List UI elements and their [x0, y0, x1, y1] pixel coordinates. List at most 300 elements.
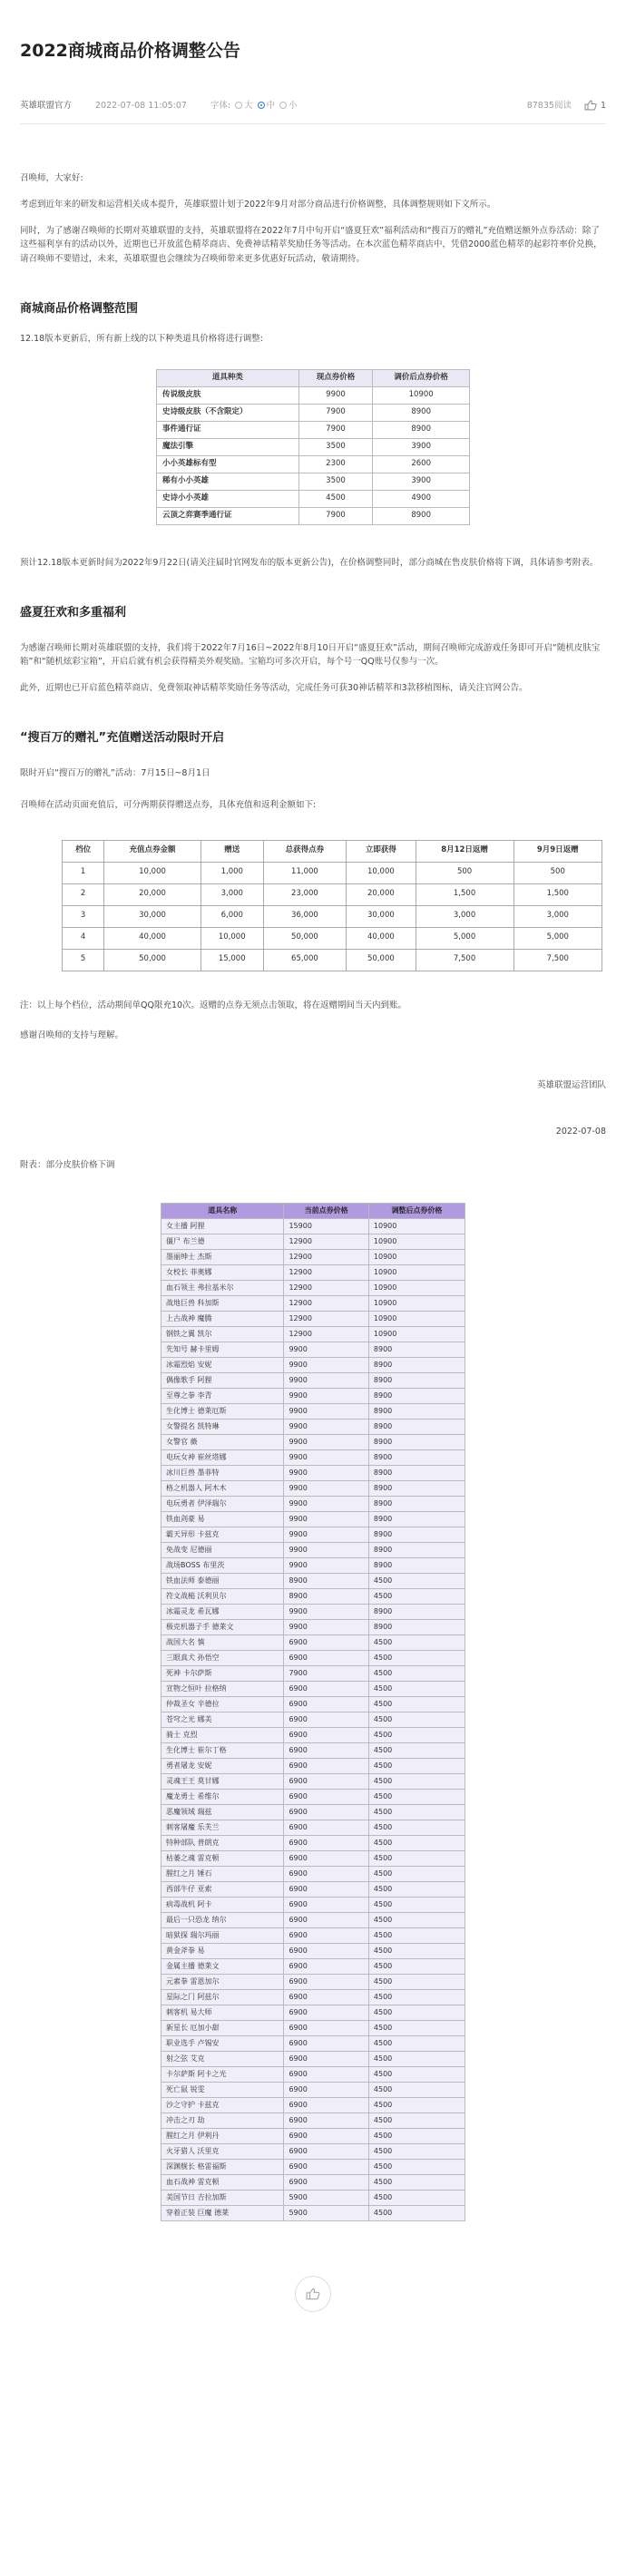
table-cell: 6900: [284, 1928, 368, 1944]
table-cell: 50,000: [104, 949, 201, 971]
table-cell: 刺客屠魔 乐芙兰: [161, 1820, 284, 1836]
table-cell: 2600: [373, 455, 470, 473]
table-row: [63, 927, 602, 949]
table-cell: 10900: [368, 1296, 465, 1312]
table-cell: 铁血法师 泰德丽: [161, 1574, 284, 1589]
table-cell: 苍穹之光 娜美: [161, 1712, 284, 1728]
table-row: [161, 1296, 465, 1312]
table-row: [161, 1666, 465, 1682]
table-cell: 6900: [284, 1959, 368, 1975]
table-cell: 8900: [368, 1605, 465, 1620]
thumb-up-icon: [306, 2288, 320, 2300]
table-cell: 刺客机 易大师: [161, 2005, 284, 2021]
table-cell: 10900: [368, 1250, 465, 1265]
table-header-cell: 8月12日返赠: [416, 840, 514, 862]
table-cell: 宣物之恒叶 拉格纳: [161, 1682, 284, 1697]
article-meta: [20, 99, 606, 124]
table-row: [161, 1327, 465, 1342]
table-cell: 最后一只恐龙 纳尔: [161, 1913, 284, 1928]
table-cell: 15,000: [201, 949, 263, 971]
greeting: 召唤师，大家好:: [20, 172, 83, 183]
table-row: [157, 421, 470, 438]
table-row: [157, 490, 470, 507]
table-cell: 电玩勇者 伊泽瑞尔: [161, 1497, 284, 1512]
table-cell: 4500: [368, 2067, 465, 2083]
paragraph: 限时开启“搜百万的赠礼”活动：7月15日~8月1日: [20, 768, 210, 779]
table-cell: 4500: [368, 2191, 465, 2206]
table-cell: 仲裁圣女 辛德拉: [161, 1697, 284, 1712]
table-cell: 墨丽绅士 杰斯: [161, 1250, 284, 1265]
font-size-label: 字体:: [210, 100, 231, 111]
table-cell: 8900: [368, 1373, 465, 1389]
table-cell: 4500: [368, 1589, 465, 1605]
table-cell: 3900: [373, 473, 470, 490]
table-row: [161, 1620, 465, 1635]
table-cell: 8900: [368, 1435, 465, 1450]
table-row: [161, 2191, 465, 2206]
table-cell: 电玩女神 崔丝塔娜: [161, 1450, 284, 1466]
table-row: [157, 473, 470, 490]
table-cell: 12900: [284, 1327, 368, 1342]
table-cell: 霸天异形 卡兹克: [161, 1527, 284, 1543]
table-cell: 6900: [284, 1867, 368, 1882]
table-cell: 6900: [284, 2005, 368, 2021]
table-cell: 12900: [284, 1281, 368, 1296]
table-cell: 8900: [368, 1481, 465, 1497]
table-cell: 4500: [368, 1743, 465, 1759]
table-cell: 6900: [284, 1635, 368, 1651]
table-cell: 8900: [368, 1497, 465, 1512]
paragraph: 感谢召唤师的支持与理解。: [20, 1029, 124, 1040]
table-cell: 职业选手 卢锡安: [161, 2036, 284, 2052]
table-row: [161, 1682, 465, 1697]
table-cell: 6,000: [201, 905, 263, 927]
table-cell: 极克机器子手 德莱文: [161, 1620, 284, 1635]
table-cell: 4500: [368, 1682, 465, 1697]
table-row: [161, 1605, 465, 1620]
table-cell: 9900: [284, 1404, 368, 1420]
table-header-cell: 现点券价格: [298, 369, 373, 386]
table-row: [63, 905, 602, 927]
table-cell: 4500: [368, 1820, 465, 1836]
table-cell: 8900: [368, 1543, 465, 1558]
table-cell: 7900: [298, 404, 373, 421]
table-row: [161, 1466, 465, 1481]
table-cell: 战场BOSS 布里茨: [161, 1558, 284, 1574]
table-cell: 6900: [284, 2129, 368, 2144]
table-row: [161, 1543, 465, 1558]
table-row: [161, 1728, 465, 1743]
table-cell: 8900: [368, 1342, 465, 1358]
table-cell: 30,000: [347, 905, 416, 927]
section-heading: “搜百万的赠礼”充值赠送活动限时开启: [20, 731, 225, 746]
table-cell: 6900: [284, 2175, 368, 2191]
table-cell: 4: [63, 927, 104, 949]
table-cell: 9900: [284, 1527, 368, 1543]
table-row: [161, 1281, 465, 1296]
table-cell: 符文战槌 沃利贝尔: [161, 1589, 284, 1605]
table-cell: 4500: [368, 1712, 465, 1728]
table-cell: 4500: [368, 1975, 465, 1990]
table-cell: 500: [514, 862, 602, 883]
table-cell: 8900: [373, 421, 470, 438]
table-cell: 三眼真犬 孙悟空: [161, 1651, 284, 1666]
table-cell: 金属主播 德莱文: [161, 1959, 284, 1975]
table-cell: 3500: [298, 438, 373, 455]
table-cell: 1,500: [514, 883, 602, 905]
table-cell: 4500: [368, 2005, 465, 2021]
table-cell: 枯萎之魂 雷克顿: [161, 1851, 284, 1867]
table-header-cell: 总获得点券: [263, 840, 347, 862]
table-cell: 6900: [284, 1651, 368, 1666]
font-size-selector: [210, 99, 298, 112]
table-cell: 8900: [373, 404, 470, 421]
table-row: [157, 507, 470, 524]
footer-like-button[interactable]: [295, 2276, 331, 2312]
table-row: [161, 1851, 465, 1867]
table-cell: 12900: [284, 1250, 368, 1265]
table-cell: 冲击之刃 劫: [161, 2113, 284, 2129]
signature: 英雄联盟运营团队: [536, 1079, 606, 1090]
table-header-cell: 9月9日返赠: [514, 840, 602, 862]
table-cell: 4500: [368, 1898, 465, 1913]
table-cell: 灵魂王王 莫甘娜: [161, 1774, 284, 1790]
table-cell: 8900: [368, 1527, 465, 1543]
table-cell: 黄金斧拳 易: [161, 1944, 284, 1959]
table-cell: 女警官 薇: [161, 1435, 284, 1450]
table-row: [161, 1312, 465, 1327]
table-cell: 女校长 菲奥娜: [161, 1265, 284, 1281]
article-title: 2022商城商品价格调整公告: [20, 41, 240, 61]
view-count: 87835阅读: [526, 100, 572, 111]
table-cell: 4500: [368, 1913, 465, 1928]
table-row: [161, 1420, 465, 1435]
table-cell: 7900: [298, 421, 373, 438]
table-row: [161, 1790, 465, 1805]
table-cell: 40,000: [104, 927, 201, 949]
table-cell: 9900: [284, 1543, 368, 1558]
author-name[interactable]: 英雄联盟官方: [20, 100, 73, 111]
table-cell: 9900: [284, 1605, 368, 1620]
table-row: [161, 1959, 465, 1975]
table-cell: 冰霜烈焰 安妮: [161, 1358, 284, 1373]
table-row: [161, 1805, 465, 1820]
table-row: [161, 2175, 465, 2191]
table-cell: 10,000: [347, 862, 416, 883]
table-cell: 5,000: [514, 927, 602, 949]
table-cell: 8900: [368, 1404, 465, 1420]
table-cell: 6900: [284, 2113, 368, 2129]
table-header-cell: 充值点券金额: [104, 840, 201, 862]
table-cell: 死亡鼠 锐雯: [161, 2083, 284, 2098]
table-cell: 10900: [368, 1327, 465, 1342]
table-row: [161, 2083, 465, 2098]
table-cell: 射之弦 艾克: [161, 2052, 284, 2067]
table-row: [161, 1882, 465, 1898]
table-cell: 特种部队 普朗克: [161, 1836, 284, 1851]
table-cell: 12900: [284, 1296, 368, 1312]
table-row: [161, 1574, 465, 1589]
table-cell: 10900: [368, 1265, 465, 1281]
table-cell: 9900: [284, 1466, 368, 1481]
table-cell: 腥红之月 锤石: [161, 1867, 284, 1882]
table-cell: 死神 卡尔萨斯: [161, 1666, 284, 1682]
table-cell: 史诗小小英雄: [157, 490, 299, 507]
table-cell: 免战变 尼德丽: [161, 1543, 284, 1558]
table-cell: 至尊之拳 李青: [161, 1389, 284, 1404]
table-cell: 恶魔领域 瑞兹: [161, 1805, 284, 1820]
table-cell: 云顶之弈赛季通行证: [157, 507, 299, 524]
table-row: [161, 1774, 465, 1790]
font-size-option-large[interactable]: 大: [235, 99, 253, 112]
table-cell: 6900: [284, 1774, 368, 1790]
table-cell: 10,000: [104, 862, 201, 883]
table-cell: 3500: [298, 473, 373, 490]
table-cell: 6900: [284, 1898, 368, 1913]
table-cell: 8900: [368, 1620, 465, 1635]
table-row: [157, 386, 470, 404]
table-cell: 病毒战机 阿卡: [161, 1898, 284, 1913]
table-cell: 500: [416, 862, 514, 883]
table-cell: 1: [63, 862, 104, 883]
table-header-cell: 调价后点券价格: [373, 369, 470, 386]
table-row: [161, 1481, 465, 1497]
table-cell: 4500: [368, 1959, 465, 1975]
table-row: [63, 883, 602, 905]
table-cell: 4500: [368, 1805, 465, 1820]
table-row: [161, 1527, 465, 1543]
table-cell: 30,000: [104, 905, 201, 927]
table-cell: 6900: [284, 2052, 368, 2067]
table-cell: 冰霜灵龙 希瓦娜: [161, 1605, 284, 1620]
table-cell: 6900: [284, 1820, 368, 1836]
table-cell: 僵尸 布兰德: [161, 1234, 284, 1250]
table-cell: 元素拳 雷恩加尔: [161, 1975, 284, 1990]
price-adjust-table: [156, 369, 470, 525]
table-row: [161, 1589, 465, 1605]
table-cell: 10900: [368, 1234, 465, 1250]
table-cell: 3: [63, 905, 104, 927]
table-row: [161, 2113, 465, 2129]
table-cell: 9900: [284, 1620, 368, 1635]
table-cell: 4500: [368, 1836, 465, 1851]
table-row: [161, 1651, 465, 1666]
table-row: [161, 1373, 465, 1389]
like-button[interactable]: [584, 99, 606, 112]
table-cell: 6900: [284, 1712, 368, 1728]
table-cell: 20,000: [104, 883, 201, 905]
table-cell: 3,000: [201, 883, 263, 905]
table-cell: 4500: [368, 1759, 465, 1774]
table-row: [161, 2067, 465, 2083]
table-cell: 4500: [368, 1990, 465, 2005]
table-cell: 6900: [284, 1743, 368, 1759]
table-cell: 先知号 赫卡里姆: [161, 1342, 284, 1358]
table-cell: 魔法引擎: [157, 438, 299, 455]
table-row: [161, 2129, 465, 2144]
table-cell: 新星长 厄加小甜: [161, 2021, 284, 2036]
table-row: [161, 1342, 465, 1358]
table-cell: 3,000: [416, 905, 514, 927]
table-cell: 9900: [284, 1342, 368, 1358]
table-cell: 女主播 阿狸: [161, 1219, 284, 1234]
table-cell: 6900: [284, 1790, 368, 1805]
skin-price-table: [161, 1203, 465, 2221]
table-row: [161, 1867, 465, 1882]
table-cell: 6900: [284, 2144, 368, 2160]
table-header-cell: 立即获得: [347, 840, 416, 862]
table-cell: 史诗级皮肤（不含限定）: [157, 404, 299, 421]
table-cell: 稀有小小英雄: [157, 473, 299, 490]
table-row: [161, 1635, 465, 1651]
table-cell: 9900: [284, 1420, 368, 1435]
table-cell: 4500: [298, 490, 373, 507]
table-header-cell: 道具名称: [161, 1204, 284, 1219]
thumb-up-icon: [584, 100, 597, 111]
table-cell: 10900: [368, 1312, 465, 1327]
table-row: [63, 949, 602, 971]
table-cell: 6900: [284, 2021, 368, 2036]
table-cell: 血石战神 雷克顿: [161, 2175, 284, 2191]
table-cell: 4500: [368, 1574, 465, 1589]
table-row: [161, 2144, 465, 2160]
radio-icon: [279, 102, 287, 109]
table-cell: 血石领主 弗拉基米尔: [161, 1281, 284, 1296]
signature-date: 2022-07-08: [555, 1127, 606, 1137]
paragraph: 考虑到近年来的研发和运营相关成本提升，英雄联盟计划于2022年9月对部分商品进行价格调整，具体调整规则如下文所示。: [20, 200, 496, 210]
table-row: [161, 1743, 465, 1759]
table-cell: 4500: [368, 1851, 465, 1867]
table-cell: 4500: [368, 1728, 465, 1743]
paragraph: 预计12.18版本更新时间为2022年9月22日(请关注届时官网发布的版本更新公告)，在价格调整同时，部分商城在售皮肤价格将下调，具体请参考附表。: [20, 557, 599, 568]
table-cell: 6900: [284, 1882, 368, 1898]
table-cell: 8900: [368, 1450, 465, 1466]
table-cell: 6900: [284, 1944, 368, 1959]
table-cell: 12900: [284, 1265, 368, 1281]
paragraph: 12.18版本更新后，所有新上线的以下种类道具价格将进行调整:: [20, 333, 263, 344]
table-header-cell: 调整后点券价格: [368, 1204, 465, 1219]
note: 注：以上每个档位，活动期间单QQ限充10次。返赠的点券无须点击领取，将在返赠期间当天内到账。: [20, 1000, 407, 1010]
table-cell: 6900: [284, 1682, 368, 1697]
table-header-cell: 档位: [63, 840, 104, 862]
table-cell: 8900: [368, 1558, 465, 1574]
table-cell: 5900: [284, 2191, 368, 2206]
table-row: [161, 1497, 465, 1512]
table-cell: 战国大名 慎: [161, 1635, 284, 1651]
table-row: [161, 1913, 465, 1928]
table-row: [161, 1558, 465, 1574]
table-cell: 4500: [368, 2113, 465, 2129]
table-cell: 勇者屠龙 安妮: [161, 1759, 284, 1774]
table-cell: 5900: [284, 2206, 368, 2221]
table-row: [161, 1358, 465, 1373]
font-size-option-small[interactable]: 小: [279, 99, 298, 112]
table-cell: 4500: [368, 1944, 465, 1959]
paragraph: 此外，近期也已开启蓝色精萃商店、免费领取神话精萃奖励任务等活动，完成任务可获30神话精萃和3款移植图标，请关注官网公告。: [20, 683, 528, 694]
table-cell: 美国节日 吉拉加斯: [161, 2191, 284, 2206]
table-cell: 10900: [368, 1219, 465, 1234]
recharge-bonus-table: [62, 840, 602, 971]
table-cell: 3,000: [514, 905, 602, 927]
table-cell: 腥红之月 伊利丹: [161, 2129, 284, 2144]
table-cell: 50,000: [347, 949, 416, 971]
table-row: [161, 1450, 465, 1466]
table-row: [161, 1389, 465, 1404]
table-cell: 上古战神 魔腾: [161, 1312, 284, 1327]
table-cell: 4900: [373, 490, 470, 507]
table-cell: 深渊舰长 格雷福斯: [161, 2160, 284, 2175]
table-cell: 4500: [368, 1790, 465, 1805]
table-cell: 8900: [284, 1589, 368, 1605]
table-cell: 7,500: [514, 949, 602, 971]
table-cell: 8900: [368, 1358, 465, 1373]
table-cell: 4500: [368, 2144, 465, 2160]
table-cell: 4500: [368, 1774, 465, 1790]
table-cell: 6900: [284, 1975, 368, 1990]
table-cell: 4500: [368, 2206, 465, 2221]
table-cell: 6900: [284, 1913, 368, 1928]
radio-checked-icon: [258, 102, 265, 109]
table-cell: 12900: [284, 1312, 368, 1327]
font-size-option-medium[interactable]: 中: [258, 99, 276, 112]
table-row: [161, 2098, 465, 2113]
table-row: [157, 455, 470, 473]
table-cell: 9900: [284, 1373, 368, 1389]
table-cell: 9900: [284, 1497, 368, 1512]
table-cell: 2300: [298, 455, 373, 473]
radio-icon: [235, 102, 242, 109]
table-cell: 4500: [368, 1635, 465, 1651]
table-row: [161, 1265, 465, 1281]
table-cell: 9900: [284, 1435, 368, 1450]
paragraph: 同时，为了感谢召唤师的长期对英雄联盟的支持，英雄联盟将在2022年7月中旬开启“盛夏狂欢”福利活动和“搜百万的赠礼”充值赠送额外点券活动：除了这些福利享有的活动以外，近期也已开放蓝色精萃商店、免费神话精萃奖励任务等活动。在本次蓝色精萃商店中，凭借2000蓝色精萃的起彩符率价兑换，请召唤师不要错过，未来，英雄联盟也会继续为召唤师带来更多优惠好玩活动，敬请期待。: [20, 226, 602, 264]
table-cell: 战地巨兽 科加斯: [161, 1296, 284, 1312]
table-cell: 9900: [298, 386, 373, 404]
table-cell: 6900: [284, 1759, 368, 1774]
table-cell: 8900: [284, 1574, 368, 1589]
table-cell: 8900: [368, 1512, 465, 1527]
table-header-cell: 当前点券价格: [284, 1204, 368, 1219]
table-cell: 9900: [284, 1389, 368, 1404]
table-cell: 魔龙勇士 希维尔: [161, 1790, 284, 1805]
table-row: [161, 1759, 465, 1774]
table-cell: 钢铁之翼 凯尔: [161, 1327, 284, 1342]
table-cell: 西部牛仔 亚索: [161, 1882, 284, 1898]
table-cell: 2: [63, 883, 104, 905]
table-cell: 格之机器人 阿木木: [161, 1481, 284, 1497]
table-row: [161, 1512, 465, 1527]
table-row: [161, 1836, 465, 1851]
table-cell: 3900: [373, 438, 470, 455]
table-cell: 生化博士 崔尔丁格: [161, 1743, 284, 1759]
table-cell: 生化博士 德莱厄斯: [161, 1404, 284, 1420]
table-cell: 10,000: [201, 927, 263, 949]
table-cell: 9900: [284, 1481, 368, 1497]
table-cell: 8900: [368, 1420, 465, 1435]
table-row: [161, 1234, 465, 1250]
table-row: [161, 2052, 465, 2067]
table-cell: 事件通行证: [157, 421, 299, 438]
table-cell: 6900: [284, 1728, 368, 1743]
table-row: [161, 2206, 465, 2221]
table-cell: 9900: [284, 1512, 368, 1527]
table-cell: 铁血剑豪 易: [161, 1512, 284, 1527]
table-cell: 1,500: [416, 883, 514, 905]
table-cell: 23,000: [263, 883, 347, 905]
table-cell: 女警提名 凯特琳: [161, 1420, 284, 1435]
table-cell: 4500: [368, 2052, 465, 2067]
table-cell: 冰川巨兽 墨菲特: [161, 1466, 284, 1481]
